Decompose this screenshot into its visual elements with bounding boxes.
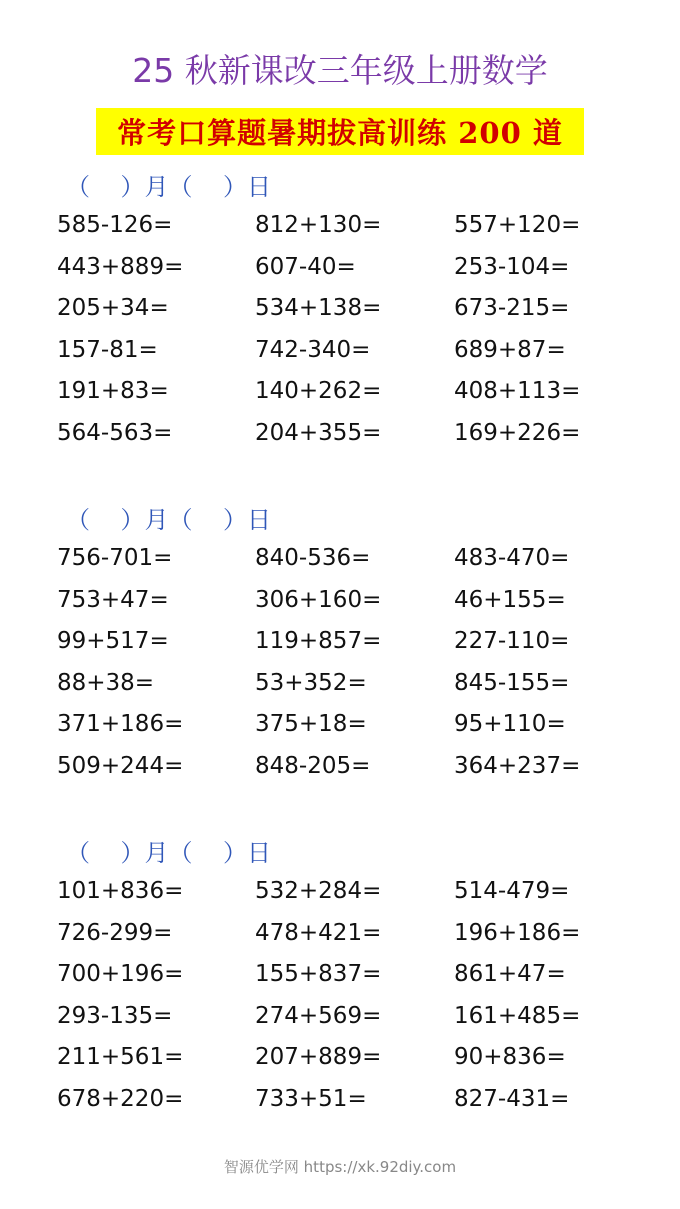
problem: 293-135= [57, 1002, 173, 1029]
problem: 509+244= [57, 752, 184, 779]
problem: 211+561= [57, 1044, 184, 1071]
problem: 155+837= [255, 961, 382, 988]
problem-grid [0, 210, 680, 460]
footer-watermark: 智源优学网 https://xk.92diy.com [223, 1158, 457, 1176]
problem: 140+262= [255, 378, 382, 405]
problem: 371+186= [57, 711, 184, 738]
problem-row [0, 668, 680, 710]
problem: 46+155= [454, 586, 566, 613]
date-label: （ ）月（ ）日 [66, 506, 272, 534]
problem: 514-479= [454, 878, 570, 904]
problem: 306+160= [255, 586, 382, 613]
problem: 99+517= [57, 628, 169, 655]
problem-row [0, 335, 680, 377]
problem: 205+34= [57, 295, 169, 322]
problem: 678+220= [57, 1085, 184, 1112]
problem: 827-431= [454, 1085, 570, 1112]
problem-row [0, 418, 680, 460]
problem: 88+38= [57, 669, 155, 696]
problem: 119+857= [255, 628, 382, 655]
problem: 726-299= [57, 919, 173, 946]
problem-row [0, 293, 680, 335]
problem-row [0, 1001, 680, 1043]
problem: 191+83= [57, 378, 169, 405]
problem-row [0, 543, 680, 585]
problem: 53+352= [255, 669, 367, 696]
problem: 753+47= [57, 586, 169, 613]
problem: 253-104= [454, 253, 570, 280]
problem: 557+120= [454, 212, 581, 238]
problem-row [0, 751, 680, 793]
problem: 673-215= [454, 295, 570, 322]
problem: 375+18= [255, 711, 367, 738]
problem: 169+226= [454, 419, 581, 446]
problem-row [0, 709, 680, 751]
problem: 689+87= [454, 336, 566, 363]
problem-row [0, 252, 680, 294]
problem: 207+889= [255, 1044, 382, 1071]
date-label: （ ）月（ ）日 [66, 839, 272, 867]
problem: 733+51= [255, 1085, 367, 1112]
problem: 90+836= [454, 1044, 566, 1071]
problem: 861+47= [454, 961, 566, 988]
problem: 227-110= [454, 628, 570, 655]
problem: 274+569= [255, 1002, 382, 1029]
problem: 607-40= [255, 253, 356, 280]
problem: 585-126= [57, 212, 173, 238]
problem-grid [0, 543, 680, 793]
problem: 204+355= [255, 419, 382, 446]
problem: 443+889= [57, 253, 184, 280]
problem: 700+196= [57, 961, 184, 988]
problem-row [0, 918, 680, 960]
problem: 532+284= [255, 878, 382, 904]
problem-row [0, 1042, 680, 1084]
page-subtitle: 常考口算题暑期拔高训练 200 道 [117, 116, 563, 150]
date-label: （ ）月（ ）日 [66, 173, 272, 201]
problem: 364+237= [454, 752, 581, 779]
problem: 812+130= [255, 212, 382, 238]
problem: 564-563= [57, 419, 173, 446]
problem: 161+485= [454, 1002, 581, 1029]
problem: 845-155= [454, 669, 570, 696]
problem: 534+138= [255, 295, 382, 322]
problem: 840-536= [255, 545, 371, 571]
problem: 483-470= [454, 545, 570, 571]
subtitle-banner [96, 108, 584, 155]
problem: 478+421= [255, 919, 382, 946]
problem: 157-81= [57, 336, 158, 363]
problem-row [0, 376, 680, 418]
problem-row [0, 1084, 680, 1126]
problem-row [0, 959, 680, 1001]
problem: 95+110= [454, 711, 566, 738]
problem: 848-205= [255, 752, 371, 779]
problem-row [0, 626, 680, 668]
problem: 756-701= [57, 545, 173, 571]
problem: 196+186= [454, 919, 581, 946]
problem-row [0, 585, 680, 627]
page-title: 25 秋新课改三年级上册数学 [132, 51, 548, 90]
problem-row [0, 210, 680, 252]
problem: 408+113= [454, 378, 581, 405]
problem: 101+836= [57, 878, 184, 904]
problem-grid [0, 876, 680, 1126]
problem-row [0, 876, 680, 918]
problem: 742-340= [255, 336, 371, 363]
